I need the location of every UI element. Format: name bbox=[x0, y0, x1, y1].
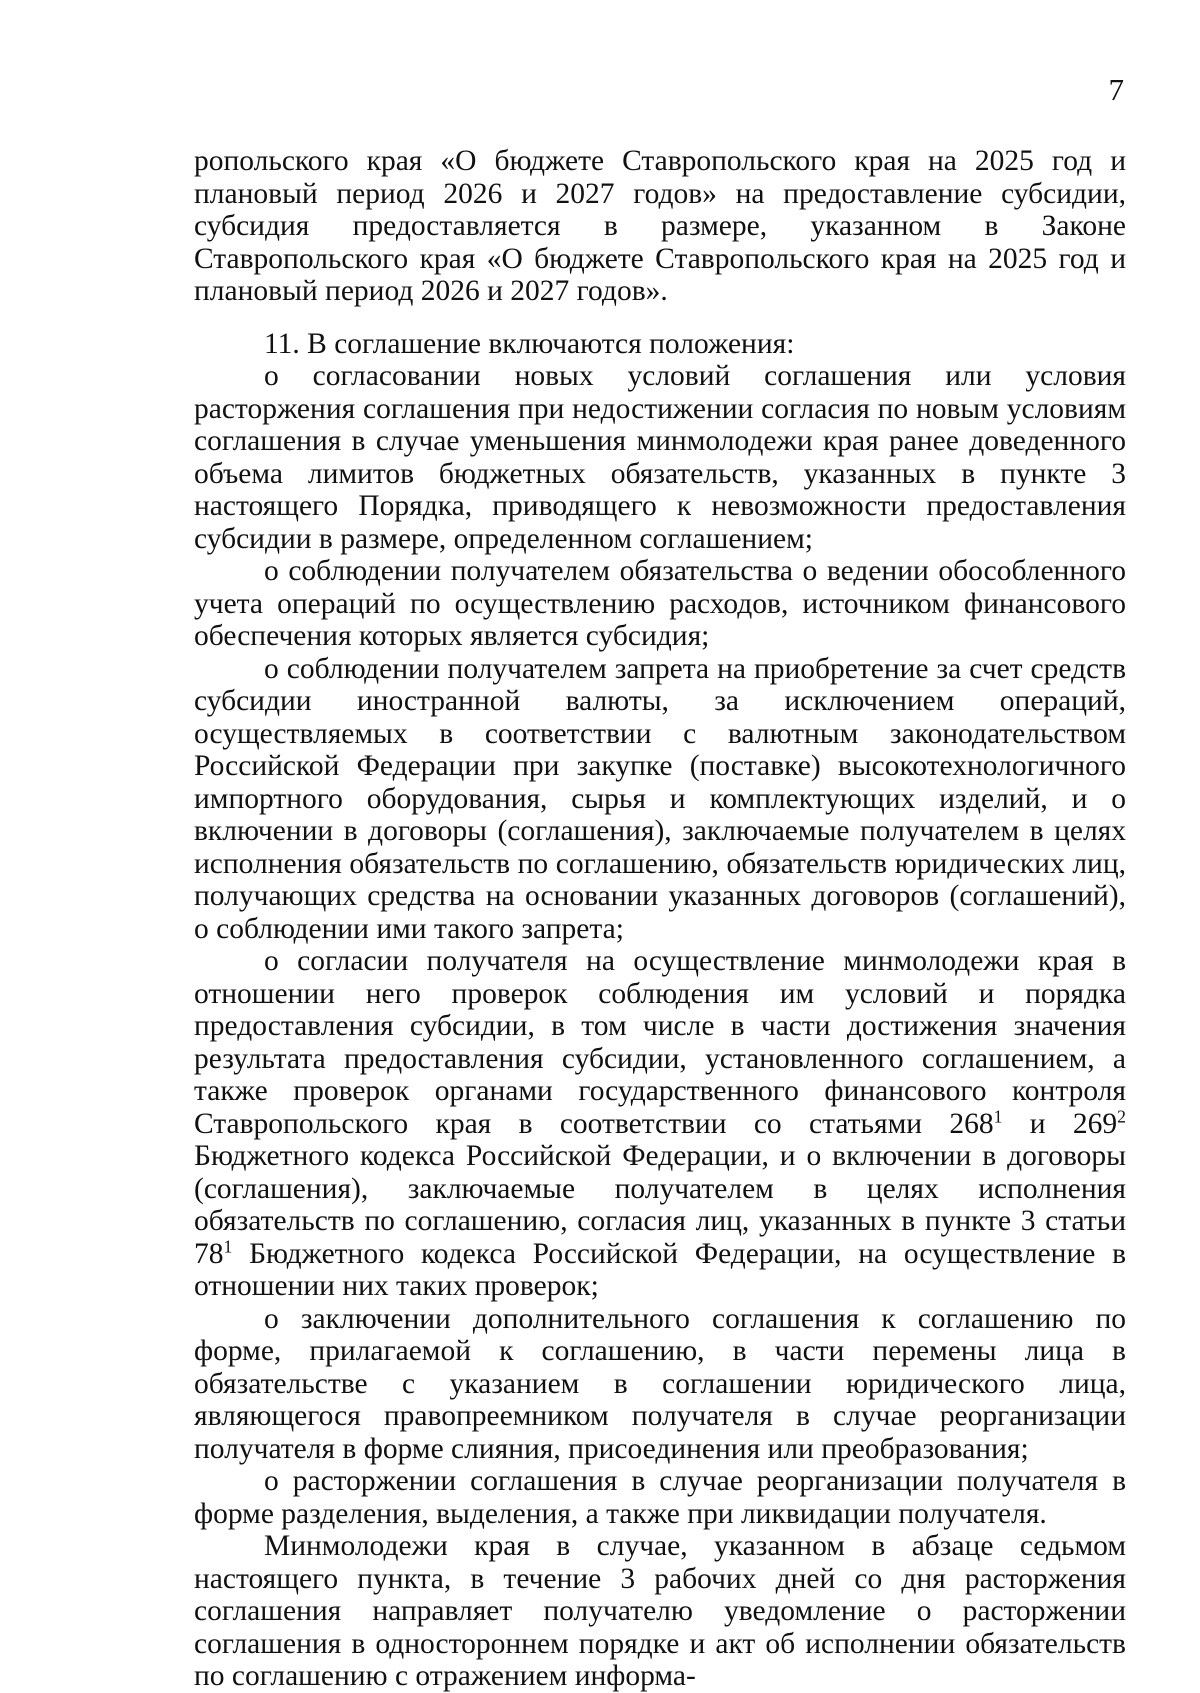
paragraph-notification: Минмолодежи края в случае, указанном в абзаце седьмом настоящего пункта, в течение 3 рабочих дней со дня расторжения соглашения направляет получателю уведомление о расторжении соглашения в одностороннем порядке и акт об исполнении обязательств по соглашению с отражением информа- bbox=[194, 1530, 1126, 1692]
superscript-2: 2 bbox=[1117, 1105, 1126, 1126]
paragraph-new-conditions: о согласовании новых условий соглашения или условия расторжения соглашения при недостижении согласия по новым условиям соглашения в случае уменьшения минмолодежи края ранее доведенного объема лимитов бюджетных обязательств, указанных в пункте 3 настоящего Порядка, приводящего к невозможности предоставления субсидии в размере, определенном соглашением; bbox=[194, 360, 1126, 555]
superscript-3: 1 bbox=[223, 1235, 233, 1256]
page-number: 7 bbox=[1108, 72, 1124, 107]
paragraph-additional-agreement: о заключении дополнительного соглашения к соглашению по форме, прилагаемой к соглашению, в части перемены лица в обязательстве с указанием в соглашении юридического лица, являющегося правопреемником получателя в случае реорганизации получателя в форме слияния, присоединения или преобразования; bbox=[194, 1302, 1126, 1465]
paragraph-inspection-consent bbox=[194, 945, 1126, 1303]
paragraph-termination: о расторжении соглашения в случае реорганизации получателя в форме разделения, выделения, а также при ликвидации получателя. bbox=[194, 1465, 1126, 1530]
paragraph-inspection-text-a: о согласии получателя на осуществление минмолодежи края в отношении него проверок соблюдения им условий и порядка предоставления субсидии, в том числе в части достижения значения результата предоставления субсидии, установленного соглашением, а также проверок органами государственного финансового контроля Ставропольского края в соответствии со статьями 268 bbox=[194, 945, 1126, 1140]
paragraph-inspection-text-c: Бюджетного кодекса Российской Федерации, и о включении в договоры (соглашения), заключаемые получателем в целях исполнения обязательств по соглашению, согласия лиц, указанных в пункте 3 статьи 78 bbox=[194, 1140, 1126, 1270]
superscript-1: 1 bbox=[993, 1105, 1003, 1126]
paragraph-separate-accounting: о соблюдении получателем обязательства о ведении обособленного учета операций по осуществлению расходов, источником финансового обеспечения которых является субсидия; bbox=[194, 555, 1126, 652]
paragraph-budget-law-continuation: ропольского края «О бюджете Ставропольского края на 2025 год и плановый период 2026 и 2027 годов» на предоставление субсидии, субсидия предоставляется в размере, указанном в Законе Ставропольского края «О бюджете Ставропольского края на 2025 год и плановый период 2026 и 2027 годов». bbox=[194, 145, 1126, 307]
paragraph-inspection-text-d: Бюджетного кодекса Российской Федерации, на осуществление в отношении них таких проверок; bbox=[194, 1237, 1126, 1302]
paragraph-inspection-text-b: и 269 bbox=[1002, 1107, 1118, 1140]
paragraph-item-11-heading: 11. В соглашение включаются положения: bbox=[264, 327, 795, 360]
paragraph-foreign-currency-ban: о соблюдении получателем запрета на приобретение за счет средств субсидии иностранной валюты, за исключением операций, осуществляемых в соответствии с валютным законодательством Российской Федерации при закупке (поставке) высокотехнологичного импортного оборудования, сырья и комплектующих изделий, и о включении в договоры (соглашения), заключаемые получателем в целях исполнения обязательств по соглашению, обязательств юридических лиц, получающих средства на основании указанных договоров (соглашений), о соблюдении ими такого запрета; bbox=[194, 652, 1126, 945]
document-body bbox=[194, 145, 1126, 1693]
